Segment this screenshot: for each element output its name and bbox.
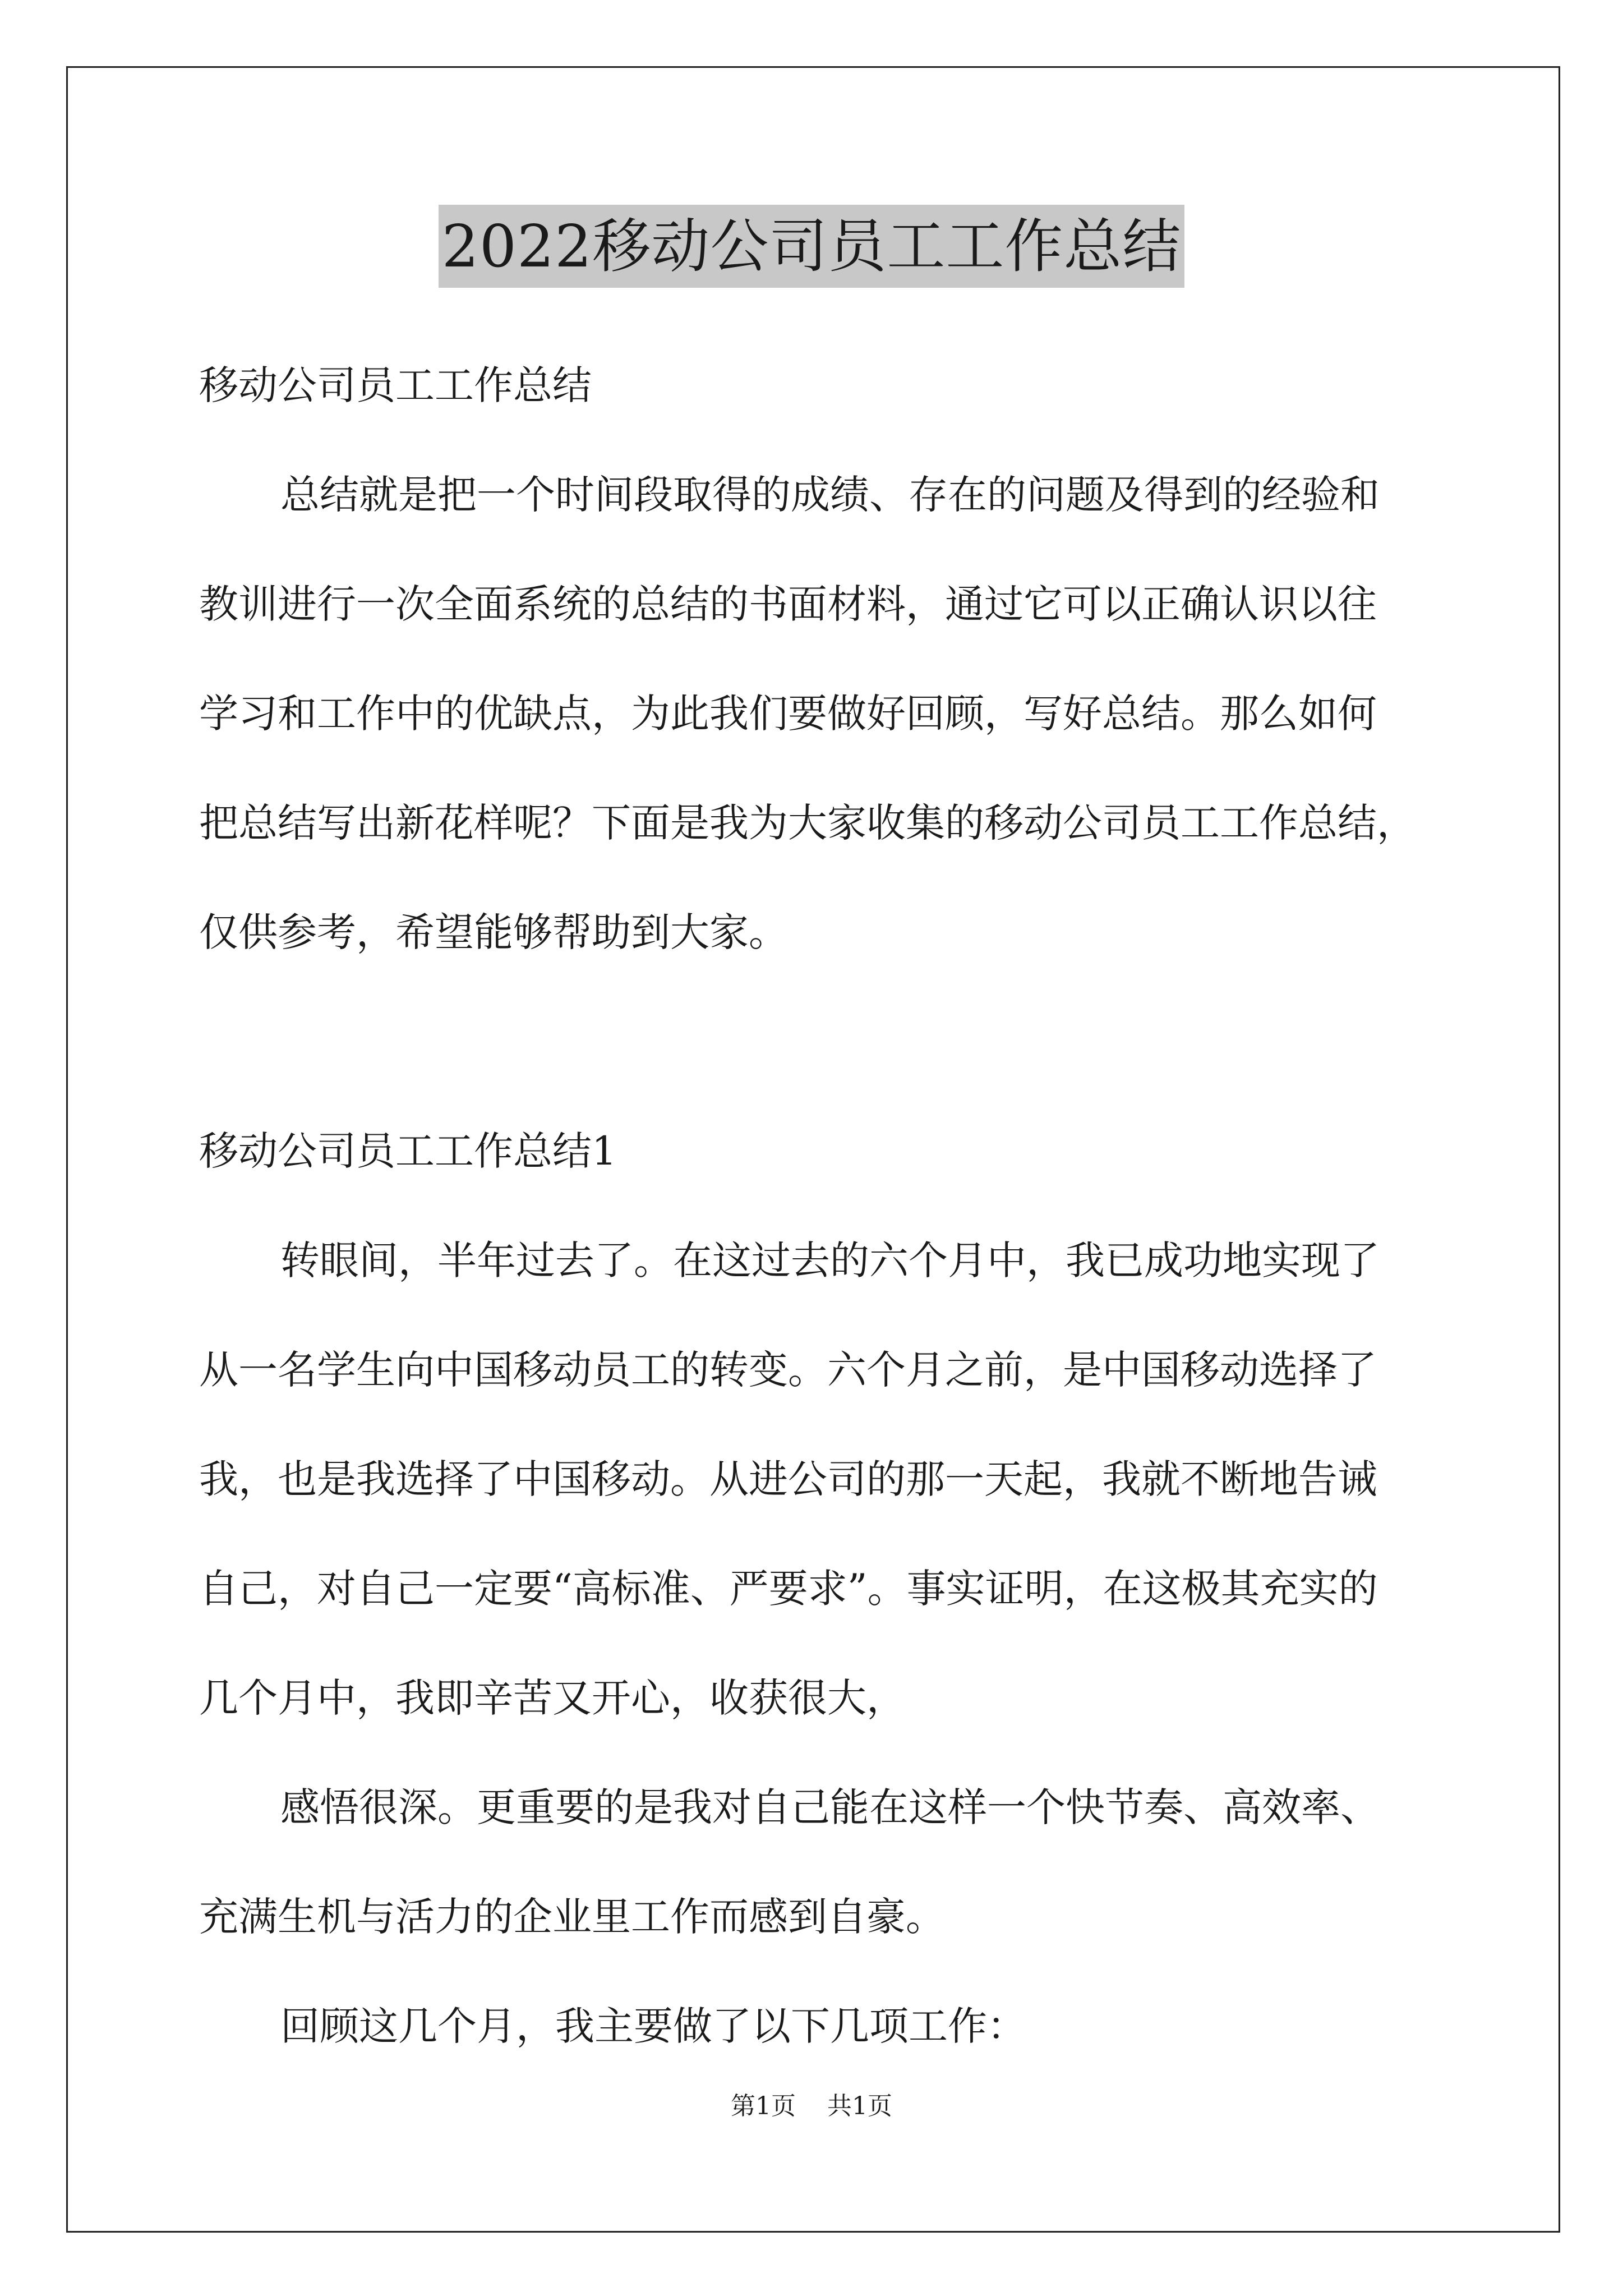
subtitle: 移动公司员工工作总结: [199, 362, 592, 408]
title-block: [0, 205, 1623, 288]
paragraph-line: 感悟很深。更重要的是我对自己能在这样一个快节奏、高效率、: [280, 1784, 1380, 1830]
paragraph-line: 从一名学生向中国移动员工的转变。六个月之前，是中国移动选择了: [199, 1347, 1377, 1393]
page-number: 第1页: [731, 2092, 796, 2120]
intro-line: 教训进行一次全面系统的总结的书面材料，通过它可以正确认识以往: [199, 581, 1377, 627]
intro-line: 仅供参考，希望能够帮助到大家。: [199, 909, 788, 955]
intro-line: 把总结写出新花样呢？下面是我为大家收集的移动公司员工工作总结，: [199, 800, 1416, 846]
page-footer: [0, 2090, 1623, 2123]
document-title: 2022移动公司员工工作总结: [439, 205, 1185, 288]
paragraph-line: 转眼间，半年过去了。在这过去的六个月中，我已成功地实现了: [280, 1237, 1380, 1283]
paragraph-line: 充满生机与活力的企业里工作而感到自豪。: [199, 1894, 945, 1940]
document-body: [199, 331, 1467, 2081]
paragraph-line: 我，也是我选择了中国移动。从进公司的那一天起，我就不断地告诫: [199, 1456, 1377, 1502]
blank-line: [199, 987, 1467, 1097]
paragraph-line: 回顾这几个月，我主要做了以下几项工作：: [280, 2003, 1026, 2049]
page-total: 共1页: [827, 2092, 892, 2120]
intro-line: 学习和工作中的优缺点，为此我们要做好回顾，写好总结。那么如何: [199, 691, 1377, 737]
section-heading: 移动公司员工工作总结1: [199, 1128, 617, 1174]
paragraph-line: 几个月中，我即辛苦又开心，收获很大，: [199, 1675, 906, 1721]
intro-line: 总结就是把一个时间段取得的成绩、存在的问题及得到的经验和: [280, 472, 1380, 518]
paragraph-line: 自己，对自己一定要“高标准、严要求”。事实证明，在这极其充实的: [199, 1566, 1378, 1612]
